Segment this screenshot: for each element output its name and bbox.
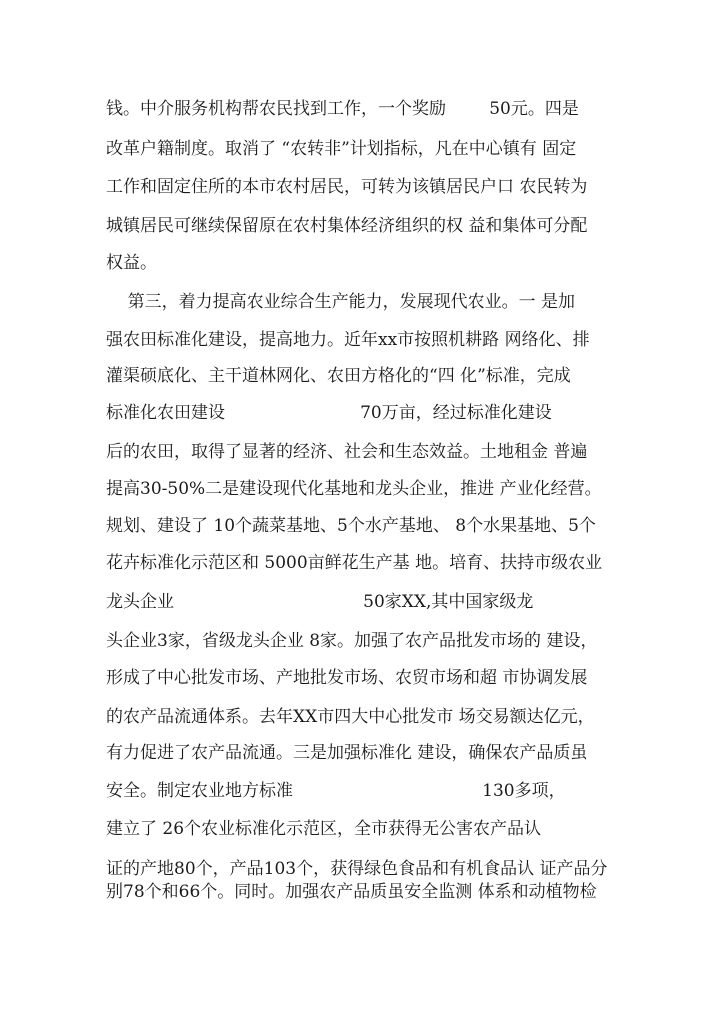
text-line: 灌渠硕底化、主干道林网化、农田方格化的“四 化”标准，完成 (106, 366, 571, 386)
text-line: 规划、建设了 10个蔬菜基地、5个水产基地、 8个水果基地、5个 (106, 516, 596, 536)
text-line: 龙头企业 50家XX,其中国家级龙 (106, 592, 534, 612)
text-line: 有力促进了农产品流通。三是加强标准化 建设，确保农产品质虽 (106, 743, 588, 763)
text-line: 钱。中介服务机构帮农民找到工作，一个奖励 50元。四是 (106, 99, 579, 119)
text-line: 工作和固定住所的本市农村居民，可转为该镇居民户口 农民转为 (106, 177, 588, 197)
text-line: 标准化农田建设 70万亩，经过标准化建设 (106, 403, 552, 423)
text-line: 证的产地80个，产品103个，获得绿色食品和有机食品认 证产品分 (106, 859, 608, 879)
text-line: 后的农田，取得了显著的经济、社会和生态效益。土地租金 普遍 (106, 442, 588, 462)
text-line: 安全。制定农业地方标准 130多项， (106, 781, 566, 801)
text-line: 建立了 26个农业标准化示范区，全市获得无公害农产品认 (106, 819, 542, 839)
text-line: 强农田标准化建设，提高地力。近年xx市按照机耕路 网络化、排 (106, 330, 590, 350)
text-line: 的农产品流通体系。去年XX市四大中心批发市 场交易额达亿元， (106, 707, 595, 727)
text-line: 头企业3家，省级龙头企业 8家。加强了农产品批发市场的 建设， (106, 631, 598, 651)
text-line: 提高30-50%二是建设现代化基地和龙头企业，推进 产业化经营。 (106, 479, 602, 499)
text-line: 改革户籍制度。取消了 “农转非”计划指标，凡在中心镇有 固定 (106, 139, 577, 159)
text-line: 花卉标准化示范区和 5000亩鲜花生产基 地。培育、扶持市级农业 (106, 553, 603, 573)
text-line: 第三，着力提高农业综合生产能力，发展现代农业。一 是加 (106, 292, 576, 312)
text-line: 别78个和66个。同时。加强农产品质虽安全监测 体系和动植物检 (106, 882, 597, 902)
text-line: 形成了中心批发市场、产地批发市场、农贸市场和超 市协调发展 (106, 668, 588, 688)
text-line: 城镇居民可继续保留原在农村集体经济组织的权 益和集体可分配 (106, 216, 588, 236)
text-line: 权益。 (106, 253, 157, 273)
